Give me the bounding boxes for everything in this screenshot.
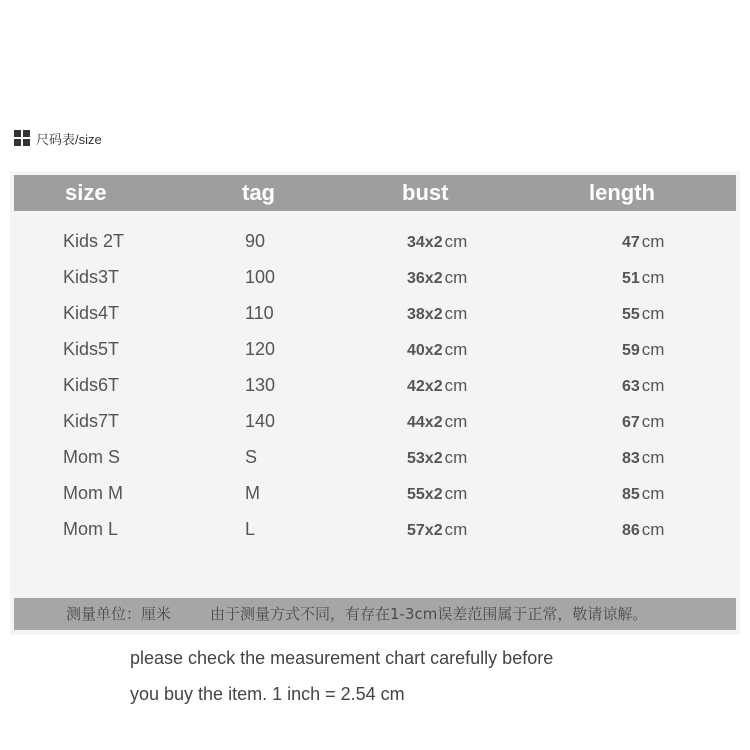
tolerance-text: 由于测量方式不同，有存在1-3cm误差范围属于正常，敬请谅解。 [210,605,648,623]
bust-value: 57x2 [407,522,443,539]
cell-length [622,259,664,295]
header-length: length [589,180,655,205]
header-size: size [65,180,107,205]
cell-bust [407,367,467,403]
section-title [14,129,102,147]
length-unit: cm [641,520,665,539]
cell-tag: 90 [245,231,266,251]
cell-size: Kids5T [63,339,120,359]
cell-length [622,511,664,547]
length-unit: cm [641,376,665,395]
bust-value: 44x2 [407,414,443,431]
bust-unit: cm [444,376,468,395]
table-row [10,403,740,439]
cell-tag: S [245,447,258,467]
header-bust: bust [402,180,449,205]
length-value: 63 [622,378,640,395]
table-row [10,331,740,367]
cell-tag: 140 [245,411,276,431]
length-value: 47 [622,234,640,251]
bust-value: 42x2 [407,378,443,395]
bust-value: 34x2 [407,234,443,251]
cell-bust [407,475,467,511]
table-header [14,175,736,211]
cell-size: Mom M [63,483,123,503]
cell-length [622,439,664,475]
cell-size: Mom L [63,519,119,539]
cell-tag: L [245,519,256,539]
cell-tag: 100 [245,267,276,287]
length-unit: cm [641,340,665,359]
cell-length [622,331,664,367]
length-unit: cm [641,304,665,323]
length-unit: cm [641,232,665,251]
cell-length [622,475,664,511]
bust-unit: cm [444,412,468,431]
cell-length [622,367,664,403]
cell-size: Kids3T [63,267,120,287]
bust-value: 38x2 [407,306,443,323]
length-value: 86 [622,522,640,539]
cell-size: Kids6T [63,375,120,395]
cell-size: Kids4T [63,303,120,323]
cell-size: Kids 2T [63,231,125,251]
cell-bust [407,439,467,475]
size-chart-table [10,171,740,635]
table-row [10,439,740,475]
bust-unit: cm [444,304,468,323]
table-row [10,295,740,331]
cell-bust [407,403,467,439]
length-value: 51 [622,270,640,287]
table-body [10,223,740,547]
table-row [10,367,740,403]
measurement-note-bar [14,598,736,630]
bust-unit: cm [444,268,468,287]
bust-unit: cm [444,340,468,359]
length-value: 83 [622,450,640,467]
note-line-2: you buy the item. 1 inch = 2.54 cm [130,684,405,704]
header-tag: tag [242,180,275,205]
length-unit: cm [641,448,665,467]
bust-value: 55x2 [407,486,443,503]
bust-value: 40x2 [407,342,443,359]
cell-size: Kids7T [63,411,120,431]
bust-unit: cm [444,484,468,503]
cell-tag: 120 [245,339,276,359]
cell-length [622,295,664,331]
grid-icon [14,130,30,146]
length-value: 67 [622,414,640,431]
bust-unit: cm [444,448,468,467]
cell-tag: M [245,483,260,503]
note-line-1: please check the measurement chart carefully before [130,648,554,668]
cell-bust [407,295,467,331]
table-row [10,259,740,295]
cell-size: Mom S [63,447,121,467]
table-row [10,511,740,547]
length-value: 59 [622,342,640,359]
cell-length [622,223,664,259]
bust-value: 53x2 [407,450,443,467]
cell-bust [407,331,467,367]
length-unit: cm [641,484,665,503]
length-value: 85 [622,486,640,503]
cell-bust [407,223,467,259]
cell-bust [407,511,467,547]
length-unit: cm [641,268,665,287]
cell-bust [407,259,467,295]
cell-length [622,403,664,439]
cell-tag: 130 [245,375,276,395]
bust-unit: cm [444,520,468,539]
table-row [10,475,740,511]
table-row [10,223,740,259]
section-title-label: 尺码表/size [36,131,102,147]
length-unit: cm [641,412,665,431]
bust-value: 36x2 [407,270,443,287]
bust-unit: cm [444,232,468,251]
cell-tag: 110 [245,303,274,323]
unit-text: 测量单位：厘米 [66,605,172,623]
length-value: 55 [622,306,640,323]
